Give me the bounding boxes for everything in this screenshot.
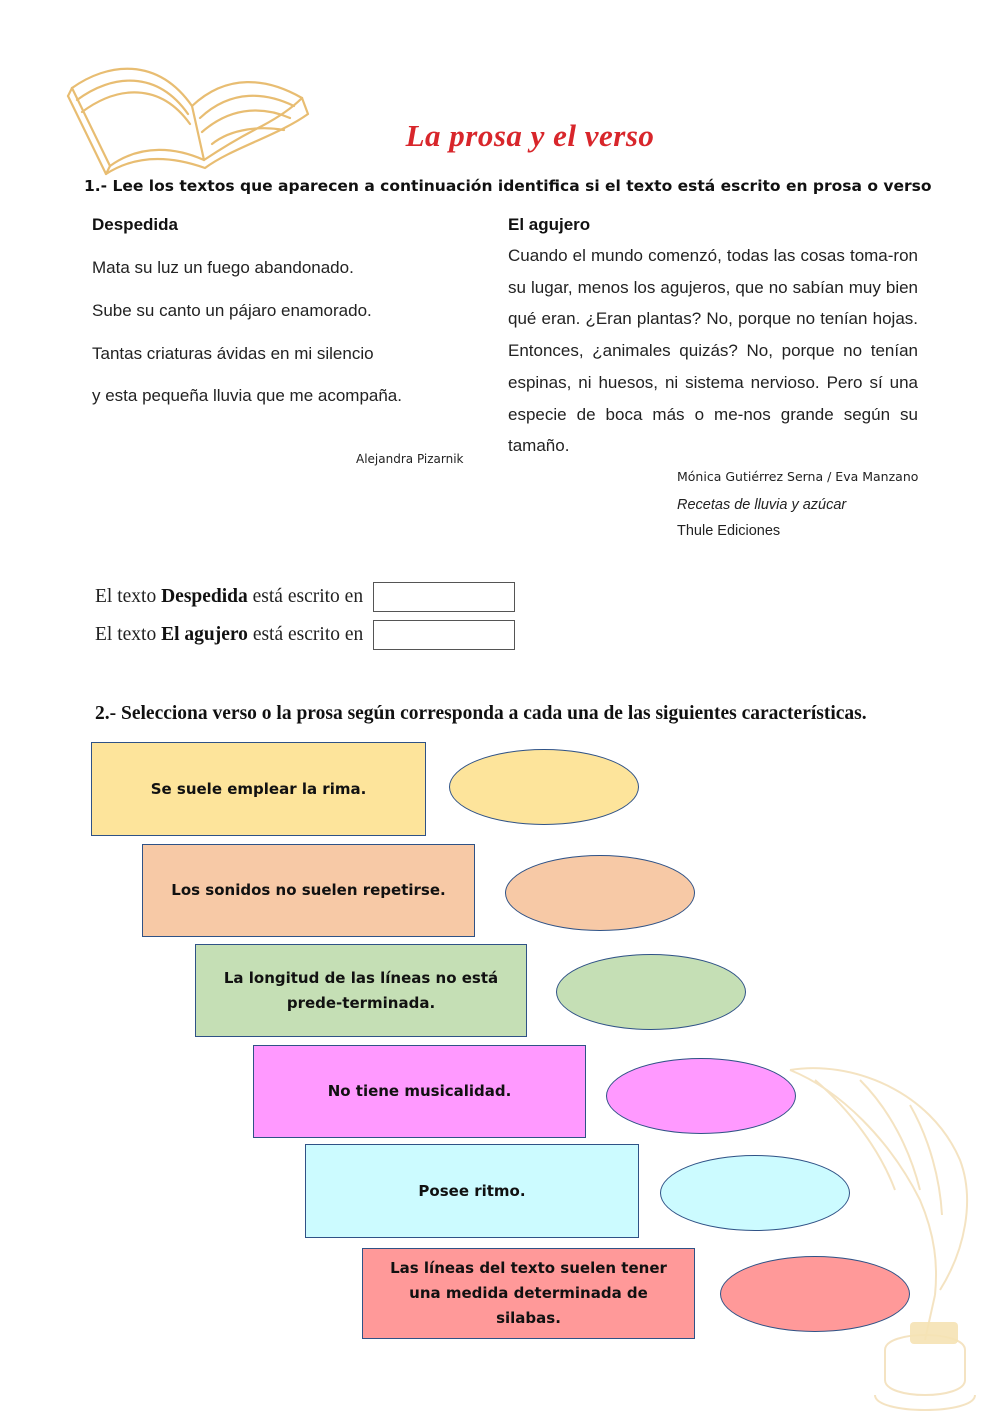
page-title: La prosa y el verso — [405, 118, 655, 153]
answer-prefix: El texto — [95, 624, 162, 645]
answer-oval[interactable] — [606, 1058, 796, 1134]
answer-oval[interactable] — [505, 855, 695, 931]
characteristic-card: La longitud de las líneas no está prede-terminada. — [195, 944, 527, 1037]
characteristic-card: Posee ritmo. — [305, 1144, 639, 1238]
quill-illustration — [770, 1050, 1000, 1413]
answer-text-name: El agujero — [161, 624, 248, 645]
answer-prefix: El texto — [95, 586, 162, 607]
prose-book-title: Recetas de lluvia y azúcar — [677, 497, 847, 513]
answer-row-agujero — [95, 620, 515, 650]
answer-row-despedida — [95, 582, 515, 612]
characteristic-card: Se suele emplear la rima. — [91, 742, 426, 836]
prose-publisher: Thule Ediciones — [677, 523, 781, 539]
poem-line: Tantas criaturas ávidas en mi silencio — [92, 344, 374, 363]
exercise-1-instruction: 1.- Lee los textos que aparecen a continuación identifica si el texto está escrito en prosa o verso — [84, 177, 932, 195]
poem-line: Sube su canto un pájaro enamorado. — [92, 301, 372, 320]
characteristic-card: Los sonidos no suelen repetirse. — [142, 844, 475, 937]
characteristic-card: Las líneas del texto suelen tener una medida determinada de silabas. — [362, 1248, 695, 1339]
answer-suffix: está escrito en — [247, 624, 364, 645]
answer-text-name: Despedida — [161, 586, 248, 607]
answer-oval[interactable] — [449, 749, 639, 825]
answer-suffix: está escrito en — [247, 586, 364, 607]
answer-input-despedida[interactable] — [373, 582, 515, 612]
prose-author: Mónica Gutiérrez Serna / Eva Manzano — [677, 469, 919, 484]
characteristic-card: No tiene musicalidad. — [253, 1045, 586, 1138]
poem-author: Alejandra Pizarnik — [356, 452, 464, 466]
poem-line: y esta pequeña lluvia que me acompaña. — [92, 386, 402, 405]
prose-title: El agujero — [508, 215, 591, 234]
answer-input-agujero[interactable] — [373, 620, 515, 650]
answer-oval[interactable] — [720, 1256, 910, 1332]
answer-oval[interactable] — [556, 954, 746, 1030]
poem-title: Despedida — [92, 215, 178, 234]
open-book-illustration — [62, 48, 312, 180]
poem-line: Mata su luz un fuego abandonado. — [92, 258, 354, 277]
exercise-2-instruction: 2.- Selecciona verso o la prosa según corresponda a cada una de las siguientes características. — [95, 703, 867, 724]
prose-text: Cuando el mundo comenzó, todas las cosas toma-ron su lugar, menos los agujeros, que no sabían muy bien qué eran. ¿Eran plantas? No, porque no tenían hojas. Entonces, ¿animales quizás? No, porque no tenían espinas, ni huesos, ni sistema nervioso. Pero sí una especie de boca más o me-nos grande según su tamaño. — [508, 246, 918, 456]
answer-oval[interactable] — [660, 1155, 850, 1231]
